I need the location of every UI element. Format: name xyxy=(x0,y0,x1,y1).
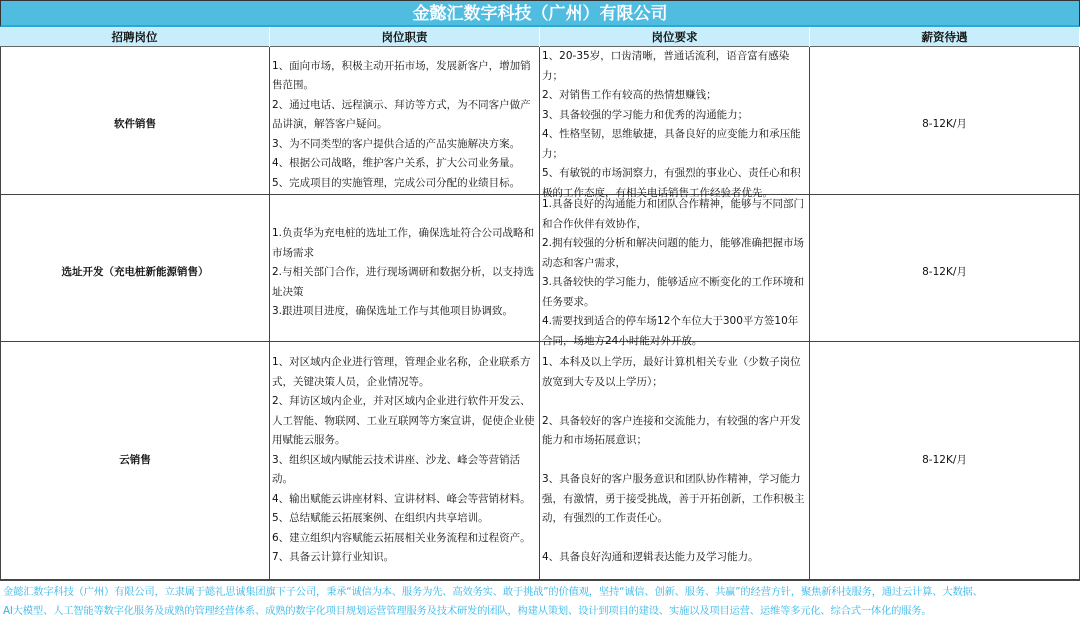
duties-cell xyxy=(270,195,540,351)
duties-cell xyxy=(270,47,540,203)
table-header xyxy=(0,27,1080,47)
salary-cell: 8-12K/月 xyxy=(810,195,1080,351)
company-title: 金懿汇数字科技（广州）有限公司 xyxy=(0,0,1080,27)
duty-item: 3、组织区域内赋能云技术讲座、沙龙、峰会等营销活动。 xyxy=(272,453,521,486)
header-salary: 薪资待遇 xyxy=(810,27,1080,47)
duty-item: 2、通过电话、远程演示、拜访等方式，为不同客户做产品讲演，解答客户疑问。 xyxy=(272,98,531,131)
position-cell: 软件销售 xyxy=(0,47,270,203)
requirement-item: 3.具备较快的学习能力，能够适应不断变化的工作环境和任务要求。 xyxy=(542,276,805,308)
salary-cell: 8-12K/月 xyxy=(810,47,1080,203)
duty-item: 1、对区域内企业进行管理，管理企业名称，企业联系方式，关键决策人员，企业情况等。 xyxy=(272,356,531,388)
footer-line: AI大模型、人工智能等数字化服务及成熟的管理经营体系、成熟的数字化项目规划运营管理服务及技术研发的团队，构建从策划、设计到项目的建设、实施以及项目运营、运维等多元化、综合式一体化的服务。 xyxy=(3,605,932,617)
duty-item: 2.与相关部门合作，进行现场调研和数据分析，以支持选址决策 xyxy=(272,266,535,298)
requirement-item: 2、具备较好的客户连接和交流能力，有较强的客户开发能力和市场拓展意识； xyxy=(542,414,801,447)
duty-item: 3.跟进项目进度，确保选址工作与其他项目协调致。 xyxy=(272,305,514,318)
company-description xyxy=(0,580,1080,620)
requirements-cell xyxy=(540,342,810,579)
requirement-item: 2、对销售工作有较高的热情想赚钱； xyxy=(542,89,717,101)
position-cell: 选址开发（充电桩新能源销售） xyxy=(0,195,270,351)
header-position: 招聘岗位 xyxy=(0,27,270,47)
duty-item: 1.负责华为充电桩的选址工作，确保选址符合公司战略和市场需求 xyxy=(272,227,535,259)
duty-item: 4、输出赋能云讲座材料、宣讲材料、峰会等营销材料。 xyxy=(272,492,531,505)
requirements-cell xyxy=(540,47,810,203)
requirement-item: 3、具备较强的学习能力和优秀的沟通能力； xyxy=(542,108,749,121)
duty-item: 5、完成项目的实施管理，完成公司分配的业绩目标。 xyxy=(272,176,521,189)
requirement-item: 4、性格坚韧，思维敏捷，具备良好的应变能力和承压能力； xyxy=(542,128,801,160)
table-row xyxy=(0,195,1080,347)
requirement-item: 1、20-35岁，口齿清晰，普通话流利，语音富有感染力； xyxy=(542,50,790,82)
salary-cell: 8-12K/月 xyxy=(810,342,1080,579)
duty-item: 2、拜访区域内企业，并对区域内企业进行软件开发云、人工智能、物联网、工业互联网等方案宣讲，促使企业使用赋能云服务。 xyxy=(272,395,535,447)
table-row xyxy=(0,342,1080,580)
requirement-item: 5、有敏锐的市场洞察力，有强烈的事业心、责任心和积极的工作态度，有相关电话销售工作经验者优先。 xyxy=(542,167,801,199)
requirement-item: 3、具备良好的客户服务意识和团队协作精神，学习能力强，有激情，勇于接受挑战，善于开拓创新，工作积极主动，有强烈的工作责任心。 xyxy=(542,473,805,525)
table-row xyxy=(0,47,1080,199)
footer-line: 金懿汇数字科技（广州）有限公司，立隶属于懿礼思诚集团旗下子公司，秉承“诚信为本、服务为先、高效务实、敢于挑战”的价值观，坚持“诚信、创新、服务、共赢”的经营方针，聚焦新科技服务，通过云计算、大数据、 xyxy=(3,586,983,598)
header-duties: 岗位职责 xyxy=(270,27,540,47)
position-cell: 云销售 xyxy=(0,342,270,579)
duty-item: 6、建立组织内容赋能云拓展相关业务流程和过程资产。 xyxy=(272,531,531,544)
duty-item: 5、总结赋能云拓展案例、在组织内共享培训。 xyxy=(272,512,489,525)
header-requirements: 岗位要求 xyxy=(540,27,810,47)
requirements-cell xyxy=(540,195,810,351)
duty-item: 7、具备云计算行业知识。 xyxy=(272,551,395,564)
requirement-item: 4.需要找到适合的停车场12个车位大于300平方签10年合同，场地方24小时能对外开放。 xyxy=(542,315,799,347)
duty-item: 1、面向市场，积极主动开拓市场，发展新客户，增加销售范围。 xyxy=(272,59,531,92)
requirement-item: 4、具备良好沟通和逻辑表达能力及学习能力。 xyxy=(542,551,759,564)
requirement-item: 1.具备良好的沟通能力和团队合作精神，能够与不同部门和合作伙伴有效协作， xyxy=(542,198,805,230)
duty-item: 3、为不同类型的客户提供合适的产品实施解决方案。 xyxy=(272,137,521,150)
requirement-item: 1、本科及以上学历，最好计算机相关专业（少数子岗位放宽到大专及以上学历）； xyxy=(542,356,801,388)
duty-item: 4、根据公司战略，维护客户关系，扩大公司业务量。 xyxy=(272,157,521,170)
requirement-item: 2.拥有较强的分析和解决问题的能力，能够准确把握市场动态和客户需求， xyxy=(542,237,805,269)
duties-cell xyxy=(270,342,540,579)
